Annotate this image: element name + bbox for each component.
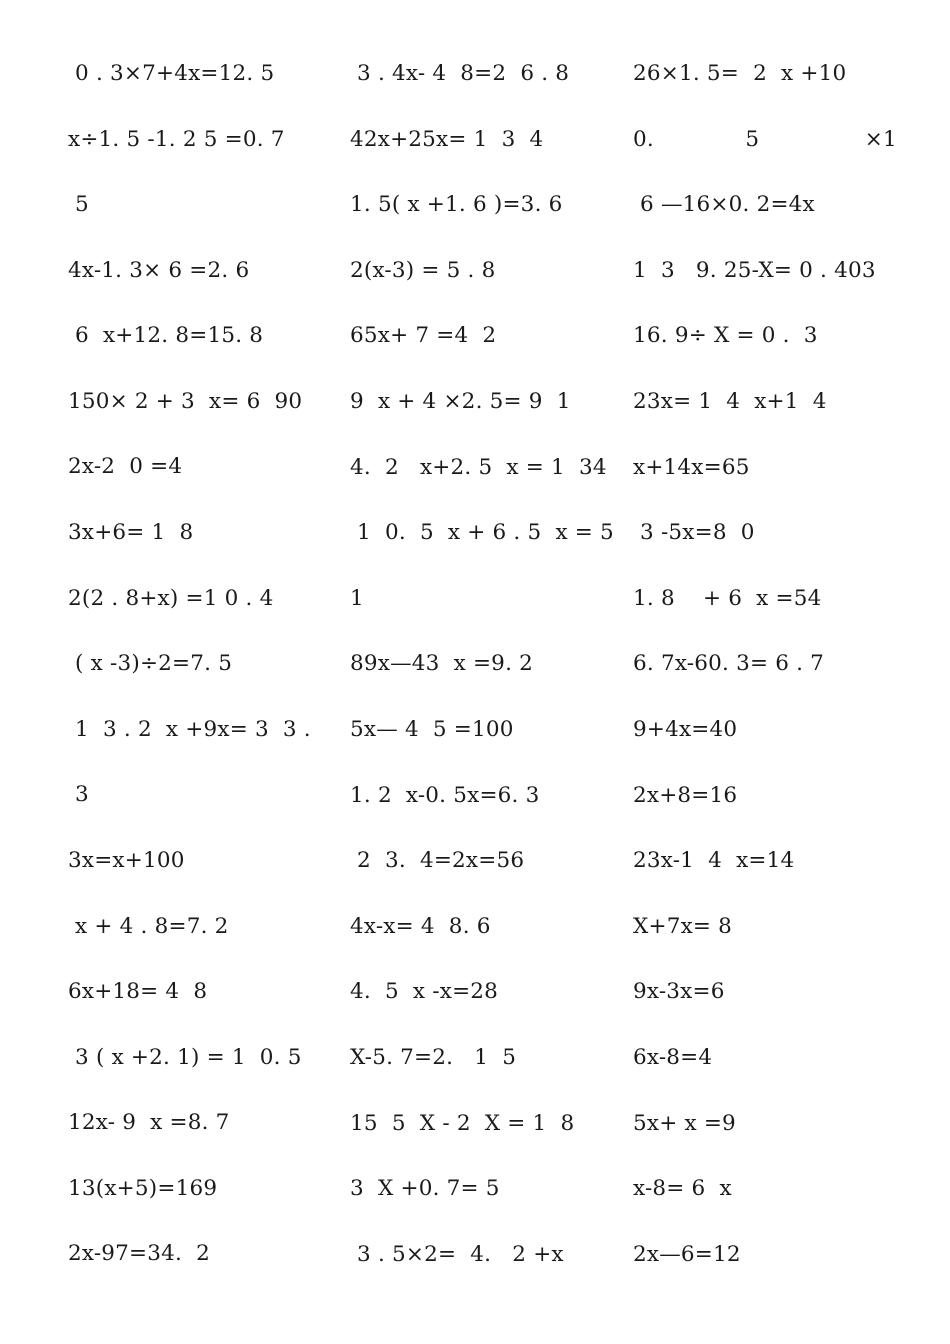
equation-line: 0. 5 ×1 (633, 126, 897, 152)
equation-line: x-8= 6 x (633, 1176, 732, 1202)
equation-line: 1. 8 + 6 x =54 (633, 585, 822, 611)
equation-line: 23x= 1 4 x+1 4 (633, 388, 827, 414)
equation-line: 4x-1. 3× 6 =2. 6 (68, 257, 250, 283)
equation-line: 6x+18= 4 8 (68, 979, 208, 1005)
equation-line: 3 ( x +2. 1) = 1 0. 5 (68, 1044, 302, 1070)
equation-line: 4x-x= 4 8. 6 (350, 913, 491, 939)
equation-line: 3 X +0. 7= 5 (350, 1176, 500, 1202)
equation-line: 1 3 . 2 x +9x= 3 3 . (68, 716, 311, 742)
equation-line: ( x -3)÷2=7. 5 (68, 651, 233, 677)
equation-column-2 (350, 52, 612, 1298)
equation-line: 5x+ x =9 (633, 1110, 736, 1136)
equation-line: 3 . 5×2= 4. 2 +x (350, 1241, 564, 1267)
equation-line: X-5. 7=2. 1 5 (350, 1044, 517, 1070)
equation-line: 2x—6=12 (633, 1241, 741, 1267)
equation-line: 2x-97=34. 2 (68, 1241, 211, 1267)
equation-line: 5x— 4 5 =100 (350, 716, 514, 742)
equation-line: 3 . 4x- 4 8=2 6 . 8 (350, 61, 570, 86)
equation-line: 4. 2 x+2. 5 x = 1 34 (350, 454, 607, 480)
equation-line: 2(2 . 8+x) =1 0 . 4 (68, 585, 274, 611)
equation-line: 15 5 X - 2 X = 1 8 (350, 1110, 575, 1136)
equation-line: x+14x=65 (633, 454, 750, 480)
equation-line: 3 -5x=8 0 (633, 520, 755, 546)
equation-line: 9 x + 4 ×2. 5= 9 1 (350, 388, 571, 414)
equation-line: 9+4x=40 (633, 716, 738, 742)
equation-line: 13(x+5)=169 (68, 1175, 218, 1201)
equation-line: 0 . 3×7+4x=12. 5 (68, 61, 275, 86)
equation-line: 2(x-3) = 5 . 8 (350, 257, 496, 283)
equation-line: 3x+6= 1 8 (68, 519, 194, 545)
equation-line: 42x+25x= 1 3 4 (350, 126, 544, 152)
equation-line: 1. 2 x-0. 5x=6. 3 (350, 782, 540, 808)
equation-line: 2x-2 0 =4 (68, 454, 183, 480)
equation-line: 1 3 9. 25-X= 0 . 403 (633, 257, 876, 283)
equation-line: x + 4 . 8=7. 2 (68, 913, 229, 939)
equation-line: 1. 5( x +1. 6 )=3. 6 (350, 192, 563, 218)
equation-line: 6 x+12. 8=15. 8 (68, 323, 264, 349)
equation-line: 2 3. 4=2x=56 (350, 848, 525, 874)
equation-line: 1 0. 5 x + 6 . 5 x = 5 (350, 520, 614, 546)
equation-line: 23x-1 4 x=14 (633, 848, 795, 874)
equation-line: 3 (68, 782, 89, 808)
equation-line: 3x=x+100 (68, 847, 185, 873)
equation-line: 4. 5 x -x=28 (350, 979, 499, 1005)
equation-line: 89x—43 x =9. 2 (350, 651, 534, 677)
equation-line: 16. 9÷ X = 0 . 3 (633, 323, 818, 349)
equation-column-1 (68, 52, 330, 1298)
equation-line: 1 (350, 585, 364, 611)
equation-line: 26×1. 5= 2 x +10 (633, 61, 847, 86)
equation-line: 150× 2 + 3 x= 6 90 (68, 388, 303, 414)
equation-line: 12x- 9 x =8. 7 (68, 1110, 230, 1136)
equation-line: 6 —16×0. 2=4x (633, 192, 815, 218)
equation-line: 9x-3x=6 (633, 979, 725, 1005)
equation-line: 6x-8=4 (633, 1044, 713, 1070)
equation-line: X+7x= 8 (633, 913, 733, 939)
equation-line: 5 (68, 192, 89, 218)
equation-line: 6. 7x-60. 3= 6 . 7 (633, 651, 825, 677)
equation-line: 65x+ 7 =4 2 (350, 323, 497, 349)
equation-line: 2x+8=16 (633, 782, 738, 808)
equation-column-3 (633, 52, 897, 1298)
equation-line: x÷1. 5 -1. 2 5 =0. 7 (68, 126, 285, 152)
